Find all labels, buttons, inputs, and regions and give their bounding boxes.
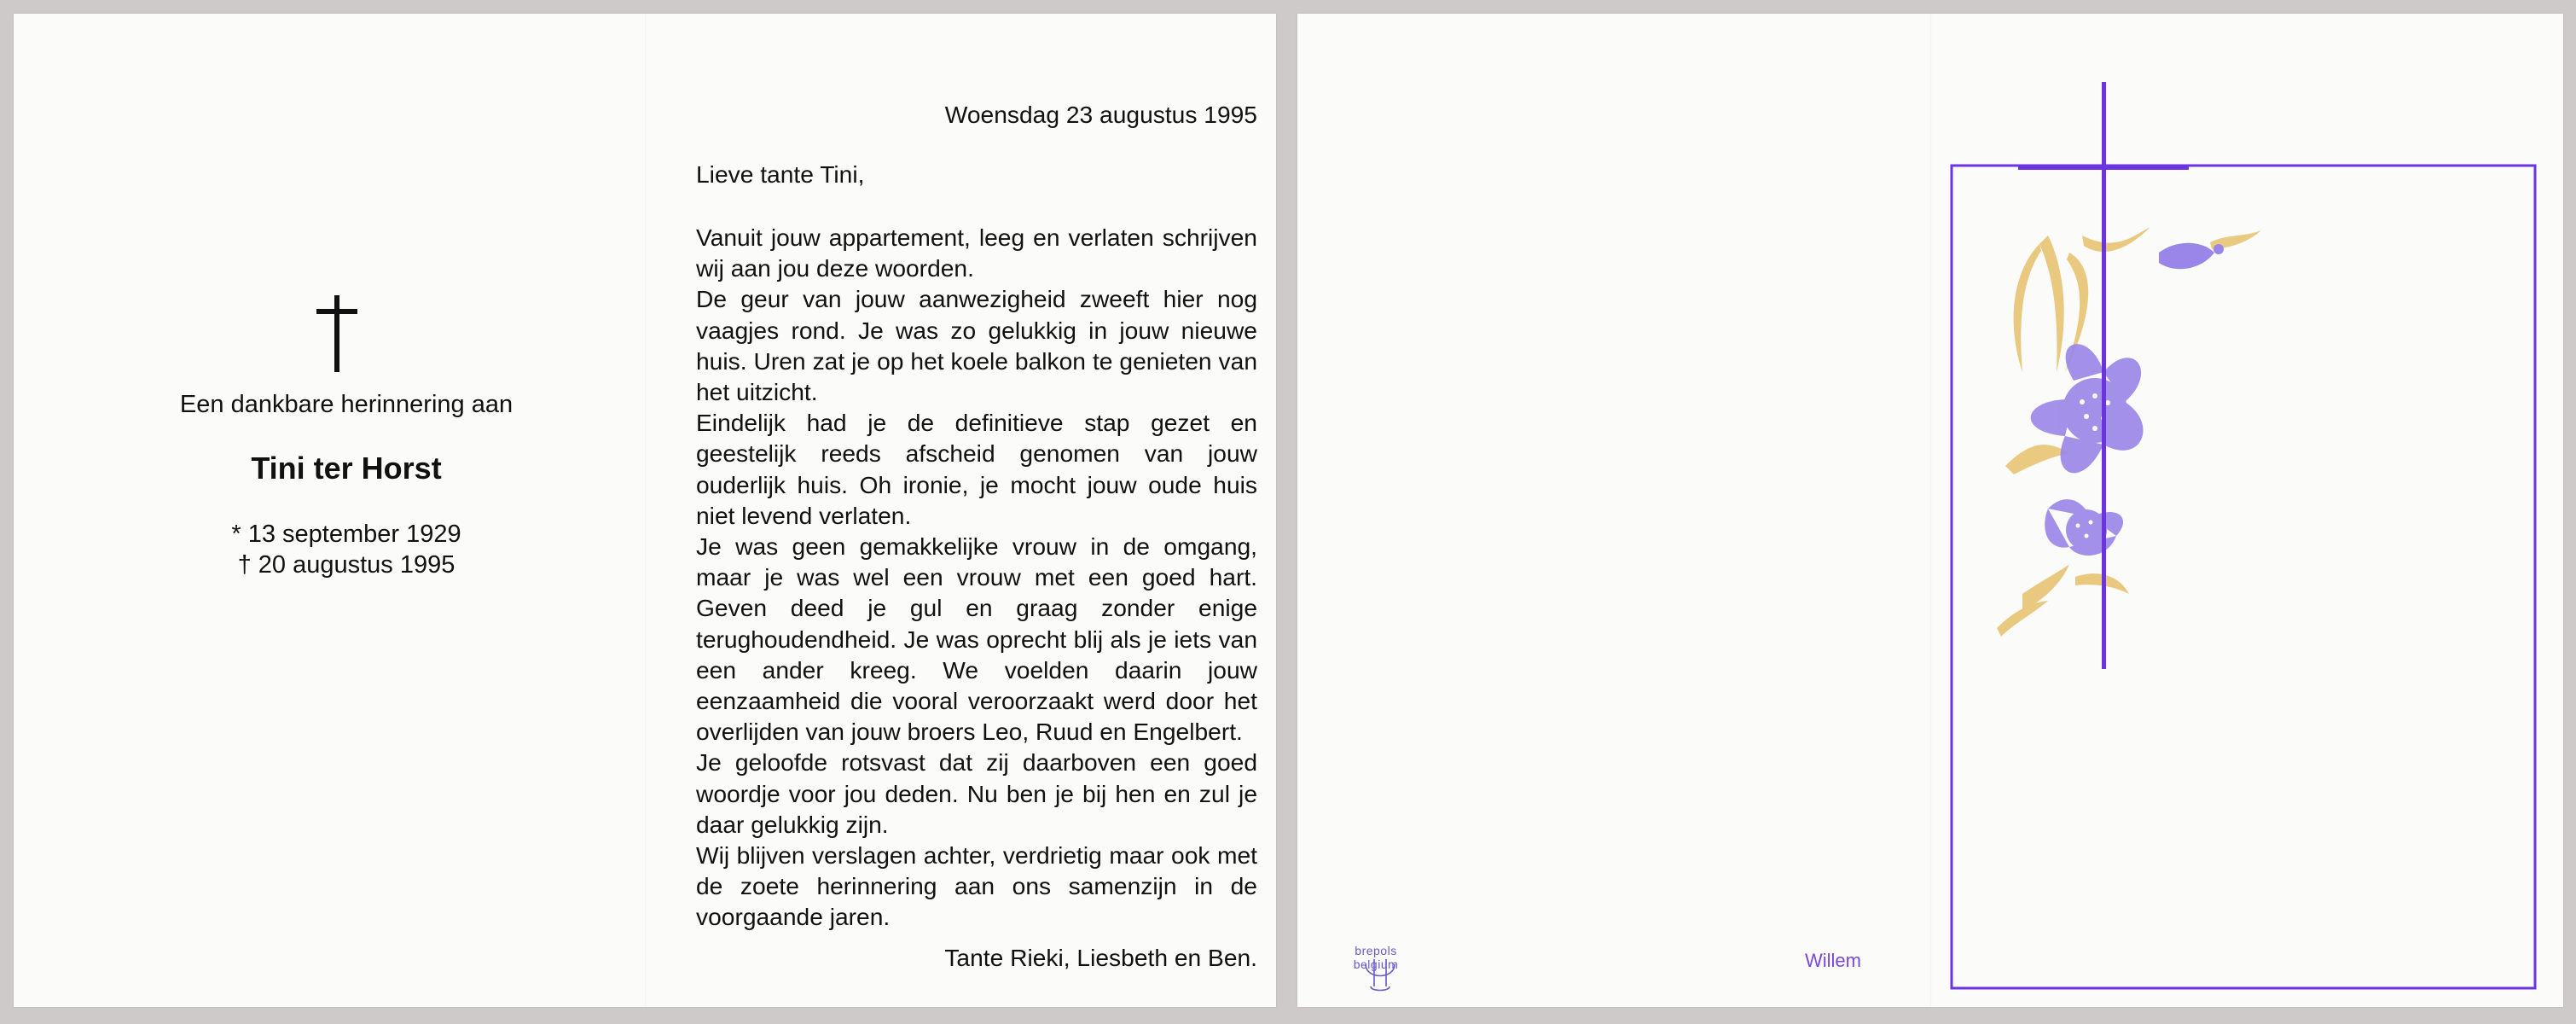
- letter-date: Woensdag 23 augustus 1995: [944, 101, 1257, 128]
- deceased-name: Tini ter Horst: [251, 451, 442, 486]
- fold-line: [645, 14, 647, 1007]
- brand-label: brepols belgium: [1353, 944, 1399, 971]
- birth-date: * 13 september 1929: [231, 521, 461, 548]
- letter-paragraph: Je was geen gemakkelijke vrouw in de omgang, maar je was wel een vrouw met een goed hart. Geven deed je gul en graag zonder enige terughoudendheid. Je was oprecht blij als je iets van een ander kreeg. We voelden daarin jouw eenzaamheid die vooral veroorzaakt werd door het overlijden van jouw broers Leo, Ruud en Engelbert.: [696, 532, 1257, 746]
- letter-paragraph: Wij blijven verslagen achter, verdrietig maar ook met de zoete herinnering aan ons samenzijn in de voorgaande jaren.: [696, 841, 1257, 931]
- letter-paragraph: Vanuit jouw appartement, leeg en verlaten schrijven wij aan jou deze woorden.: [696, 224, 1257, 282]
- letter-signature: Tante Rieki, Liesbeth en Ben.: [944, 944, 1257, 971]
- letter-paragraph: Je geloofde rotsvast dat zij daarboven een goed woordje voor jou deden. Nu ben je bij hen en zul je daar gelukkig zijn.: [696, 748, 1257, 838]
- letter-body: [696, 222, 1257, 933]
- card-inner-sheet: [14, 14, 1276, 1007]
- cover-artwork: [1297, 14, 2563, 1007]
- card-cover-sheet: [1297, 14, 2563, 1007]
- letter-greeting: Lieve tante Tini,: [696, 160, 865, 188]
- death-date: † 20 augustus 1995: [237, 551, 455, 579]
- artist-signature: Willem: [1805, 950, 1861, 971]
- letter-paragraph: Eindelijk had je de definitieve stap gezet en geestelijk reeds afscheid genomen van jouw ouderlijk huis. Oh ironie, je mocht jouw oude huis niet levend verlaten.: [696, 409, 1257, 529]
- cross-icon: [313, 295, 361, 372]
- memorial-dates: [82, 519, 611, 580]
- letter-paragraph: De geur van jouw aanwezigheid zweeft hier nog vaagjes rond. Je was zo gelukkig in jouw nieuwe huis. Uren zat je op het koele balkon te genieten van het uitzicht.: [696, 285, 1257, 406]
- purple-frame: [1952, 166, 2535, 988]
- memorial-intro: Een dankbare herinnering aan: [179, 391, 513, 418]
- lower-flower: [2045, 499, 2123, 556]
